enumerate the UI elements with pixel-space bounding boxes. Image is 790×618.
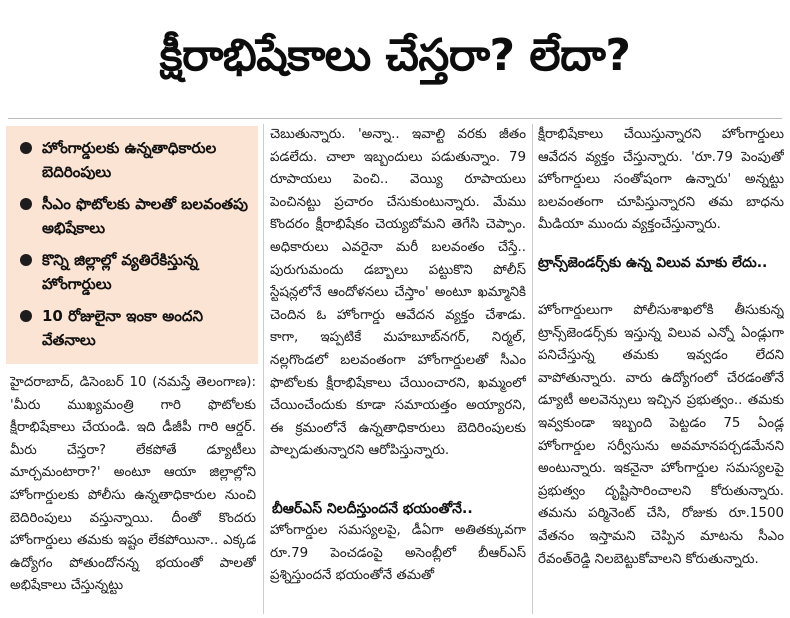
article-paragraph: హోంగార్డులుగా పోలీసుశాఖలోకి తీసుకున్న ట్రాన్స్‌జెండర్స్‌కు ఇస్తున్న విలువ ఎన్నో ఏండ్లుగా పనిచేస్తున్న తమకు ఇవ్వడం లేదని వాపోతున్నారు. వారు ఉద్యోగంలో చేరడంతోనే డ్యూటీ అలవెన్సులు ఇచ్చిన ప్రభుత్వం.. తమకు ఇవ్వకుండా ఇబ్బంది పెట్టడం 75 ఏండ్ల హోంగార్డుల సర్వీసును అవమానపర్చడమేనని అంటున్నారు. ఇకనైనా హోంగార్డుల సమస్యలపై ప్రభుత్వం దృష్టిసారించాలని కోరుతున్నారు. తమను పర్మినెంట్ చేసి, రోజుకు రూ.1500 వేతనం ఇస్తామని చెప్పిన మాటను సీఎం రేవంత్‌రెడ్డి నిలబెట్టుకోవాలని కోరుతున్నారు.	[538, 303, 784, 567]
article-column-3	[538, 124, 784, 248]
highlight-item	[20, 248, 250, 296]
divider	[8, 118, 782, 119]
highlight-text: సీఎం ఫొటోలకు పాలతో బలవంతపు అభిషేకాలు	[42, 195, 248, 237]
article-column-2	[270, 124, 526, 504]
subheading: బీఆర్ఎస్ నిలదీస్తుందనే భయంతోనే..	[272, 501, 473, 517]
highlights-box	[6, 126, 258, 364]
article-column-1	[10, 372, 256, 612]
column-divider	[532, 124, 533, 614]
highlight-text: కొన్ని జిల్లాల్లో వ్యతిరేకిస్తున్న హోంగార్డులు	[42, 251, 198, 293]
highlight-item	[20, 304, 250, 352]
highlight-item	[20, 136, 250, 184]
article-paragraph: చెబుతున్నారు. 'అన్నా.. ఇవాల్టి వరకు జీతం పడలేదు. చాలా ఇబ్బందులు పడుతున్నాం. 79 రూపాయలు పెంచి.. వెయ్యి రూపాయలు పెంచినట్టు ప్రచారం చేసుకుంటున్నారు. మేము కొందరం క్షీరాభిషేకం చెయ్యబోమని తెగేసి చెప్పాం. అధికారులు ఎవరైనా మరీ బలవంతం చేస్తే.. పురుగుమందు డబ్బాలు పట్టుకొని పోలీస్ స్టేషన్లలోనే ఆందోళనలు చేస్తాం' అంటూ ఖమ్మానికి చెందిన ఓ హోంగార్డు ఆవేదన వ్యక్తం చేశాడు. కాగా, ఇప్పటికే మహబూబ్‌నగర్, నిర్మల్, నల్లగొండలో బలవంతంగా హోంగార్డులతో సీఎం ఫొటోలకు క్షీరాభిషేకాలు చేయించారని, ఖమ్మంలో చేయించేందుకు కూడా సమాయత్తం అయ్యారని, ఈ క్రమంలోనే ఉన్నతాధికారులు బెదిరింపులకు పాల్పడుతున్నారని ఆరోపిస్తున్నారు.	[270, 127, 526, 459]
highlight-item	[20, 192, 250, 240]
bullet-icon	[20, 254, 32, 266]
column-divider	[263, 124, 264, 614]
article-paragraph: క్షీరాభిషేకాలు చేయిస్తున్నారని హోంగార్డులు ఆవేదన వ్యక్తం చేస్తున్నారు. 'రూ.79 పెంపుతో హోంగార్డులు సంతోషంగా ఉన్నారు' అన్నట్టు బలవంతంగా చూపిస్తున్నారని తమ బాధను మీడియా ముందు వ్యక్తంచేస్తున్నారు.	[538, 127, 784, 233]
article-column-2-continued	[270, 520, 526, 616]
article-column-3-continued	[538, 300, 784, 612]
highlight-text: హోంగార్డులకు ఉన్నతాధికారుల బెదిరింపులు	[42, 139, 217, 181]
bullet-icon	[20, 310, 32, 322]
headline: క్షీరాభిషేకాలు చేస్తరా? లేదా?	[159, 30, 631, 81]
article-paragraph: హైదరాబాద్, డిసెంబర్ 10 (నమస్తే తెలంగాణ): 'మీరు ముఖ్యమంత్రి గారి ఫొటోలకు క్షీరాభిషేకాలు చేయండి. ఇది డీజీపీ గారి ఆర్డర్. మీరు చేస్తరా? లేకపోతే డ్యూటీలు మార్చమంటారా?' అంటూ ఆయా జిల్లాల్లోని హోంగార్డులకు పోలీసు ఉన్నతాధికారుల నుంచి బెదిరింపులు వస్తున్నాయి. దీంతో కొందరు హోంగార్డులు తమకు ఇష్టం లేకపోయినా.. ఎక్కడ ఉద్యోగం పోతుందోనన్న భయంతో పాలతో అభిషేకాలు చేస్తున్నట్టు	[10, 375, 256, 594]
bullet-icon	[20, 198, 32, 210]
article-paragraph: హోంగార్డుల సమస్యలపై, డీఏగా అతితక్కువగా రూ.79 పెంచడంపై అసెంబ్లీలో బీఆర్ఎస్ ప్రశ్నిస్తుందనే భయంతోనే తమతో	[270, 523, 526, 584]
subheading: ట్రాన్స్‌జెండర్స్‌కు ఉన్న విలువ మాకు లేదు..	[538, 255, 768, 271]
bullet-icon	[20, 142, 32, 154]
highlight-text: 10 రోజులైనా ఇంకా అందని వేతనాలు	[42, 307, 203, 349]
